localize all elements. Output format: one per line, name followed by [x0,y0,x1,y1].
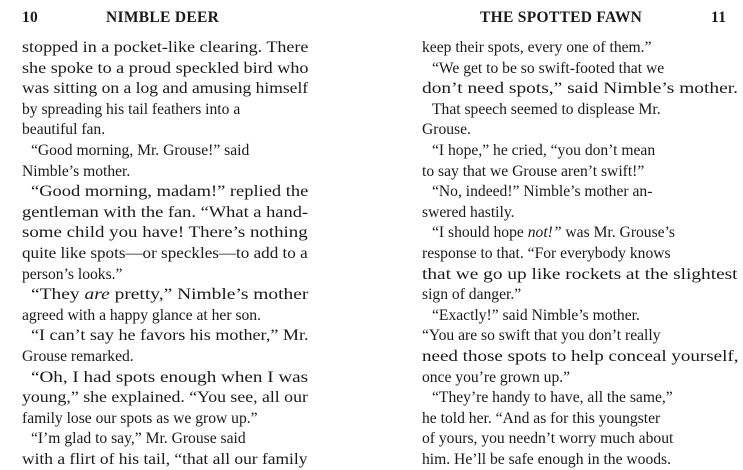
text-run: “Oh, I had spots enough when I was [31,368,309,386]
text-run: “Exactly!” said Nimble’s mother. [432,306,640,324]
text-line [422,409,660,429]
text-run: response to that. “For everybody knows [422,245,671,262]
text-line [422,450,671,470]
emphasis-text: are [84,286,110,304]
text-run: keep their spots, every one of them.” [422,39,652,56]
emphasis-text: not!” [527,224,562,242]
text-run: gentleman with the fan. “What a hand- [22,203,309,221]
text-run: stopped in a pocket-like clearing. There [22,39,309,56]
text-run: some child you have! There’s nothing [22,224,308,242]
text-run: person’s looks.” [22,265,123,283]
text-run: don’t need spots,” said Nimble’s mother. [422,80,738,98]
text-run: he told her. “And as for this youngster [422,409,661,427]
text-line [422,244,671,264]
text-line [432,182,652,202]
text-run: quite like spots—or speckles—to add to a [22,245,308,262]
text-run: Grouse. [422,121,471,139]
text-run: “No, indeed!” Nimble’s mother an- [432,183,653,201]
text-run: that we go up like rockets at the slightest [422,265,738,283]
text-run: “I hope,” he cried, “you don’t mean [432,142,656,159]
text-run: That speech seemed to displease Mr. [432,100,661,118]
text-line [31,141,249,161]
text-line [22,409,258,429]
text-line [432,388,673,408]
text-line [22,450,307,470]
text-line [22,306,261,326]
text-line [422,203,515,223]
text-line [422,265,738,285]
text-line [422,38,652,58]
text-line [22,223,308,243]
text-run: “I’m glad to say,” Mr. Grouse said [31,430,246,448]
text-run: “We get to be so swift-footed that we [432,59,665,77]
page-number: 11 [711,9,727,26]
text-run: with a flirt of his tail, “that all our family [22,451,308,468]
text-run: was sitting on a log and amusing himself [22,80,309,98]
text-line [31,429,246,449]
text-line [22,203,308,223]
text-run: was Mr. Grouse’s [561,224,675,242]
text-line [22,120,105,140]
text-line [422,120,471,140]
running-head: NIMBLE DEER [106,9,220,26]
text-line [422,162,644,182]
text-line [432,59,664,79]
text-run: “I can’t say he favors his mother,” Mr. [31,327,309,345]
text-run: “Good morning, madam!” replied the [31,183,309,201]
page-number: 10 [22,9,39,26]
text-run: by spreading his tail feathers into a [22,100,241,118]
text-line [422,285,521,305]
text-run: “You are so swift that you don’t really [422,327,661,345]
text-run: agreed with a happy glance at her son. [22,306,262,324]
text-line [422,326,661,346]
text-line [432,223,675,243]
text-run: sign of danger.” [422,286,522,304]
text-run: young,” she explained. “You see, all our [22,389,308,407]
text-run: Grouse remarked. [22,348,134,365]
text-run: once you’re grown up.” [422,368,571,386]
text-run: family lose our spots as we grow up.” [22,409,258,427]
text-line [31,182,308,202]
text-line [22,59,308,79]
text-run: “Good morning, Mr. Grouse!” said [31,142,250,159]
text-run: swered hastily. [422,203,515,221]
text-line [422,429,673,449]
text-line [22,244,308,264]
text-run: “I should hope [432,224,528,242]
text-line [22,100,240,120]
text-run: him. He’ll be safe enough in the woods. [422,451,672,468]
text-run: “They’re handy to have, all the same,” [432,389,673,407]
text-line [31,285,308,305]
text-run: pretty,” Nimble’s mother [109,286,309,304]
running-head: THE SPOTTED FAWN [480,9,643,26]
right-page [378,0,743,467]
text-run: “They [31,286,85,304]
text-line [22,162,130,182]
text-line [31,368,308,388]
text-line [22,38,308,58]
text-run: she spoke to a proud speckled bird who [22,59,309,77]
text-run: Nimble’s mother. [22,162,131,180]
text-run: beautiful fan. [22,121,106,139]
text-run: of yours, you needn’t worry much about [422,430,674,448]
text-line [422,79,738,99]
text-line [22,388,308,408]
text-line [432,306,640,326]
text-run: need those spots to help conceal yourself, [422,348,739,365]
text-run: to say that we Grouse aren’t swift!” [422,162,645,180]
text-line [422,368,570,388]
text-line [422,347,739,367]
text-line [22,347,134,367]
text-line [432,100,661,120]
text-line [22,79,308,99]
text-line [31,326,308,346]
text-line [22,265,122,285]
left-page [0,0,372,467]
text-line [432,141,655,161]
